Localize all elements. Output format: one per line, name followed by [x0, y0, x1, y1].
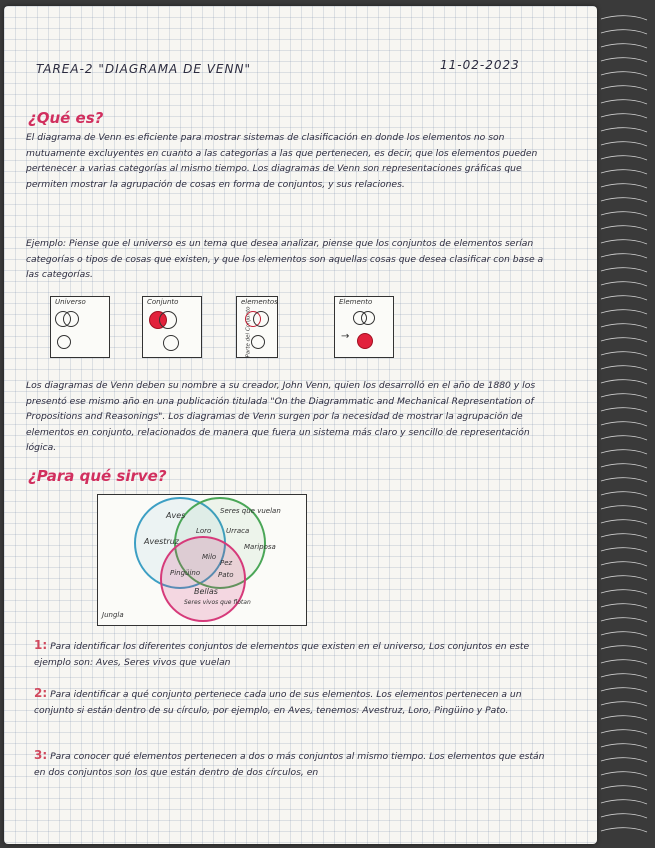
list-text: Para identificar a qué conjunto pertenece cada uno de sus elementos. Los elementos pertenecen a un conjunto si están dentro de su círculo, por ejemplo, en Aves, tenemos: Avestruz, Loro, Pingüino y Pato. [34, 689, 522, 716]
list-number: 1: [34, 638, 48, 652]
spiral-coils [599, 16, 651, 834]
list-text: Para conocer qué elementos pertenecen a dos o más conjuntos al mismo tiempo. Los elementos que están en dos conjuntos son los que están dentro de dos círculos, en [34, 751, 545, 778]
circle-bellas [161, 537, 245, 621]
venn-label-voladores: Seres que vuelan [220, 507, 281, 515]
venn-item-pinguino: Pingüino [170, 569, 201, 577]
spiral-binding [597, 6, 655, 844]
page-title: TAREA-2 "DIAGRAMA DE VENN" [36, 62, 251, 76]
venn-label-bellas-sub: Seres vivos que flotan [184, 599, 251, 606]
card-label: Conjunto [147, 298, 179, 306]
venn-diagram [97, 494, 307, 626]
arrow-icon: → [341, 331, 350, 342]
header-box [30, 56, 554, 84]
list-text: Para identificar los diferentes conjuntos de elementos que existen en el universo, Los conjuntos en este ejemplo son: Aves, Seres vivos que vuelan [34, 641, 530, 668]
notebook-page [4, 6, 597, 844]
card-side-label: Parte del Conjunto [245, 306, 252, 358]
list-number: 2: [34, 686, 48, 700]
paragraph-example: Ejemplo: Piense que el universo es un tema que desea analizar, piense que los conjuntos de elementos serían categorías o tipos de cosas que existen, y que los elementos son aquellas cosas que desea clasificar con base a las categorías. [26, 238, 544, 280]
circle-shape [159, 311, 177, 329]
card-conjunto [142, 296, 202, 358]
card-universo [50, 296, 110, 358]
card-label: elementos [241, 298, 278, 306]
card-label: Elemento [339, 298, 373, 306]
circle-shape-filled [357, 333, 373, 349]
circle-shape [251, 335, 265, 349]
circle-shape [361, 311, 375, 325]
venn-label-bellas: Bellas [194, 587, 218, 596]
circle-shape [163, 335, 179, 351]
venn-item-avestruz: Avestruz [144, 537, 179, 546]
list-item-3 [34, 748, 546, 780]
card-elementos [236, 296, 278, 358]
card-label: Universo [55, 298, 86, 306]
venn-universe-label: Jungla [102, 611, 124, 619]
venn-item-milo: Milo [202, 553, 217, 561]
venn-item-mariposa: Mariposa [244, 543, 276, 551]
circle-shape [63, 311, 79, 327]
circle-shape [57, 335, 71, 349]
venn-item-loro: Loro [196, 527, 212, 535]
section-title-para-que-sirve: ¿Para qué sirve? [28, 467, 167, 485]
list-item-2 [34, 686, 546, 718]
section-title-que-es: ¿Qué es? [28, 109, 104, 127]
circle-shape [253, 311, 269, 327]
venn-item-pato: Pato [218, 571, 234, 579]
venn-label-aves: Aves [166, 511, 186, 520]
date-label: 11-02-2023 [440, 58, 520, 72]
list-item-1 [34, 638, 546, 670]
paragraph-definition: El diagrama de Venn es eficiente para mostrar sistemas de clasificación en donde los elementos no son mutuamente excluyentes en cuanto a las categorías a las que pertenecen, es decir, que los elementos pueden pertenecer a varias categorías al mismo tiempo. Los diagramas de Venn son representaciones gráficas que permiten mostrar la agrupación de cosas en forma de conjuntos, y sus relaciones. [26, 132, 538, 190]
card-elemento [334, 296, 394, 358]
paragraph-history: Los diagramas de Venn deben su nombre a su creador, John Venn, quien los desarrolló en el año de 1880 y los presentó ese mismo año en una publicación titulada "On the Diagrammatic and Mechanical Representation of Propositions and Reasonings". Los diagramas de Venn surgen por la necesidad de mostrar la agrupación de elementos en conjunto, relacionados de manera que fuera un sistema más claro y sencillo de representación lógica. [26, 380, 536, 453]
venn-item-urraca: Urraca [226, 527, 250, 535]
list-number: 3: [34, 748, 48, 762]
venn-item-pez: Pez [220, 559, 233, 567]
